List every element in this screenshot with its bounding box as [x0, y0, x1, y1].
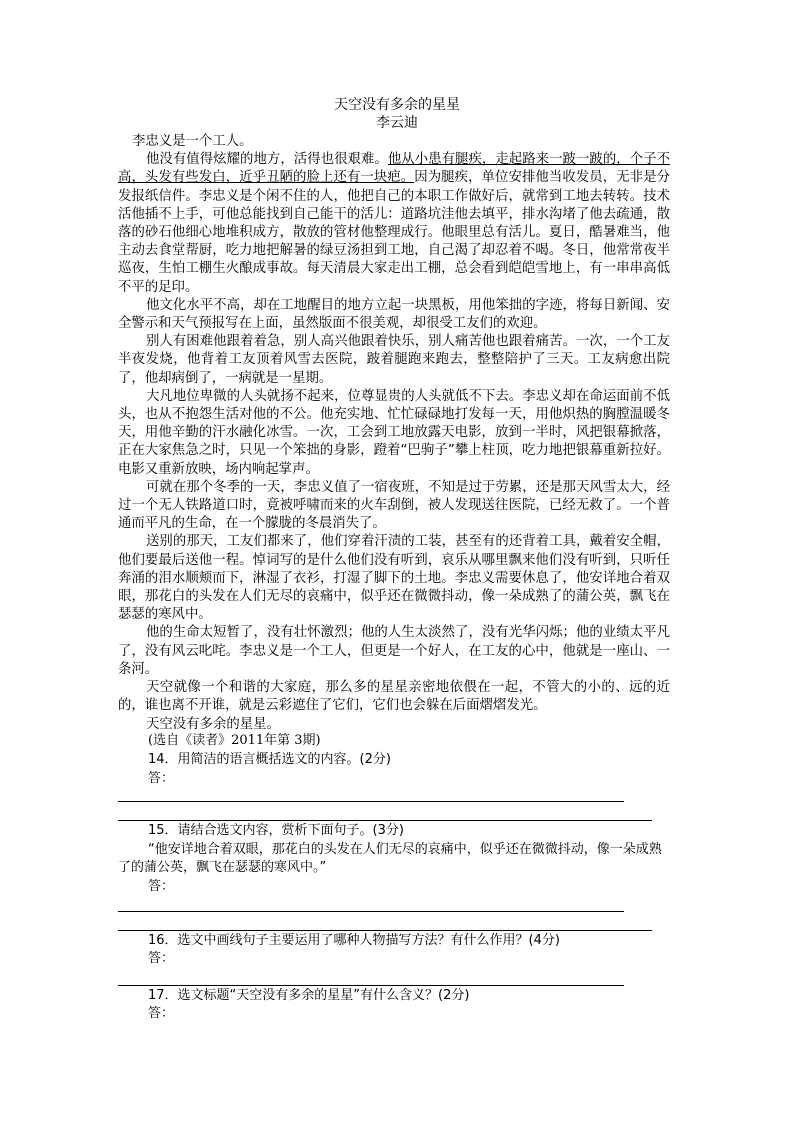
answer-label: 答： [148, 951, 175, 966]
article-body [118, 133, 670, 734]
answer-line[interactable] [118, 930, 652, 931]
question-15-quote-block [118, 841, 670, 877]
article-title: 天空没有多余的星星 [334, 97, 460, 113]
paragraph: 他文化水平不高，却在工地醒目的地方立起一块黑板，用他笨拙的字迹，将每日新闻、安全警示和天气预报写在上面，虽然版面不很美观，却很受工友们的欢迎。 [118, 297, 670, 332]
paragraph: 他的生命太短暂了，没有壮怀激烈；他的人生太淡然了，没有光华闪烁；他的业绩太平凡了，没有风云叱咤。李忠义是一个工人，但更是一个好人，在工友的心中，他就是一座山、一条河。 [118, 625, 670, 677]
paragraph: 天空就像一个和谐的大家庭，那么多的星星亲密地依偎在一起，不管大的小的、远的近的，谁也离不开谁，就是云彩遮住了它们，它们也会躲在后面熠熠发光。 [118, 680, 670, 714]
question-15-quote: “他安详地合着双眼，那花白的头发在人们无尽的哀痛中，似乎还在微微抖动，像一朵成熟了的蒲公英，飘飞在瑟瑟的寒风中。” [118, 842, 662, 875]
paragraph: 李忠义是一个工人。 [132, 134, 253, 149]
answer-label: 答： [148, 771, 175, 786]
paragraph: 送别的那天，工友们都来了，他们穿着汗渍的工装，甚至有的还背着工具，戴着安全帽，他们要最后送他一程。悼词写的是什么他们没有听到，哀乐从哪里飘来他们没有听到，只听任奔涌的泪水顺颊而下，淋湿了衣衫，打湿了脚下的土地。李忠义需要休息了，他安详地合着双眼，那花白的头发在人们无尽的哀痛中，似乎还在微微抖动，像一朵成熟了的蒲公英，飘飞在瑟瑟的寒风中。 [118, 534, 670, 623]
question-17: 17．选文标题“天空没有多余的星星”有什么含义？(2分) [148, 988, 470, 1003]
paragraph: 天空没有多余的星星。 [146, 716, 280, 732]
article-source: (选自《读者》2011年第 3期) [148, 733, 321, 748]
article-author: 李云迪 [376, 115, 418, 131]
paragraph: 别人有困难他跟着着急，别人高兴他跟着快乐，别人痛苦他也跟着痛苦。一次，一个工友半夜发烧，他背着工友顶着风雪去医院，跛着腿跑来跑去，整整陪护了三天。工友病愈出院了，他却病倒了，一病就是一星期。 [118, 334, 670, 386]
answer-line[interactable] [118, 820, 652, 821]
answer-label: 答： [148, 879, 175, 894]
question-15: 15．请结合选文内容，赏析下面句子。(3分) [148, 823, 404, 838]
question-14: 14．用简洁的语言概括选文的内容。(2分) [148, 752, 391, 767]
answer-label: 答： [148, 1006, 175, 1021]
paragraph: 可就在那个冬季的一天，李忠义值了一宿夜班，不知是过于劳累，还是那天风雪太大，经过一个无人铁路道口时，竟被呼啸而来的火车刮倒，被人发现送往医院，已经无救了。一个普通而平凡的生命，在一个朦胧的冬晨消失了。 [118, 479, 670, 532]
paragraph-text: 因为腿疾，单位安排他当收发员，无非是分发报纸信件。李忠义是个闲不住的人，他把自己的本职工作做好后，就常到工地去转转。技术活他插不上手，可他总能找到自己能干的活儿：道路坑洼他去填平，排水沟堵了他去疏通，散落的砂石他细心地堆积成方，散放的管材他整理成行。他眼里总有活儿。夏日，酷暑难当，他主动去食堂帮厨，吃力地把解暑的绿豆汤担到工地，自己渴了却忍着不喝。冬日，他常常夜半巡夜，生怕工棚生火酿成事故。每天清晨大家走出工棚，总会看到皑皑雪地上，有一串串高低不平的足印。 [118, 170, 670, 295]
answer-line[interactable] [118, 801, 624, 802]
answer-line[interactable] [118, 985, 624, 986]
underlined-sentence: 他从小患有腿疾，走起路来一跛一跛的，个子不高，头发有些发白，近乎丑陋的脸上还有一块疤。 [118, 152, 671, 186]
question-16: 16．选文中画线句子主要运用了哪种人物描写方法？有什么作用？(4分) [148, 933, 560, 948]
paragraph [118, 151, 670, 297]
answer-line[interactable] [118, 911, 624, 912]
paragraph-text: 他没有值得炫耀的地方，活得也很艰难。 [146, 152, 388, 168]
paragraph: 大凡地位卑微的人头就扬不起来，位尊显贵的人头就低不下去。李忠义却在命运面前不低头，也从不抱怨生活对他的不公。他充实地、忙忙碌碌地打发每一天，用他炽热的胸膛温暖冬天，用他辛勤的汗水融化冰雪。一次，工会到工地放露天电影，放到一半时，风把银幕掀落，正在大家焦急之时，只见一个笨拙的身影，蹬着“巴驹子”攀上柱顶，吃力地把银幕重新拉好。电影又重新放映，场内响起掌声。 [118, 388, 670, 477]
